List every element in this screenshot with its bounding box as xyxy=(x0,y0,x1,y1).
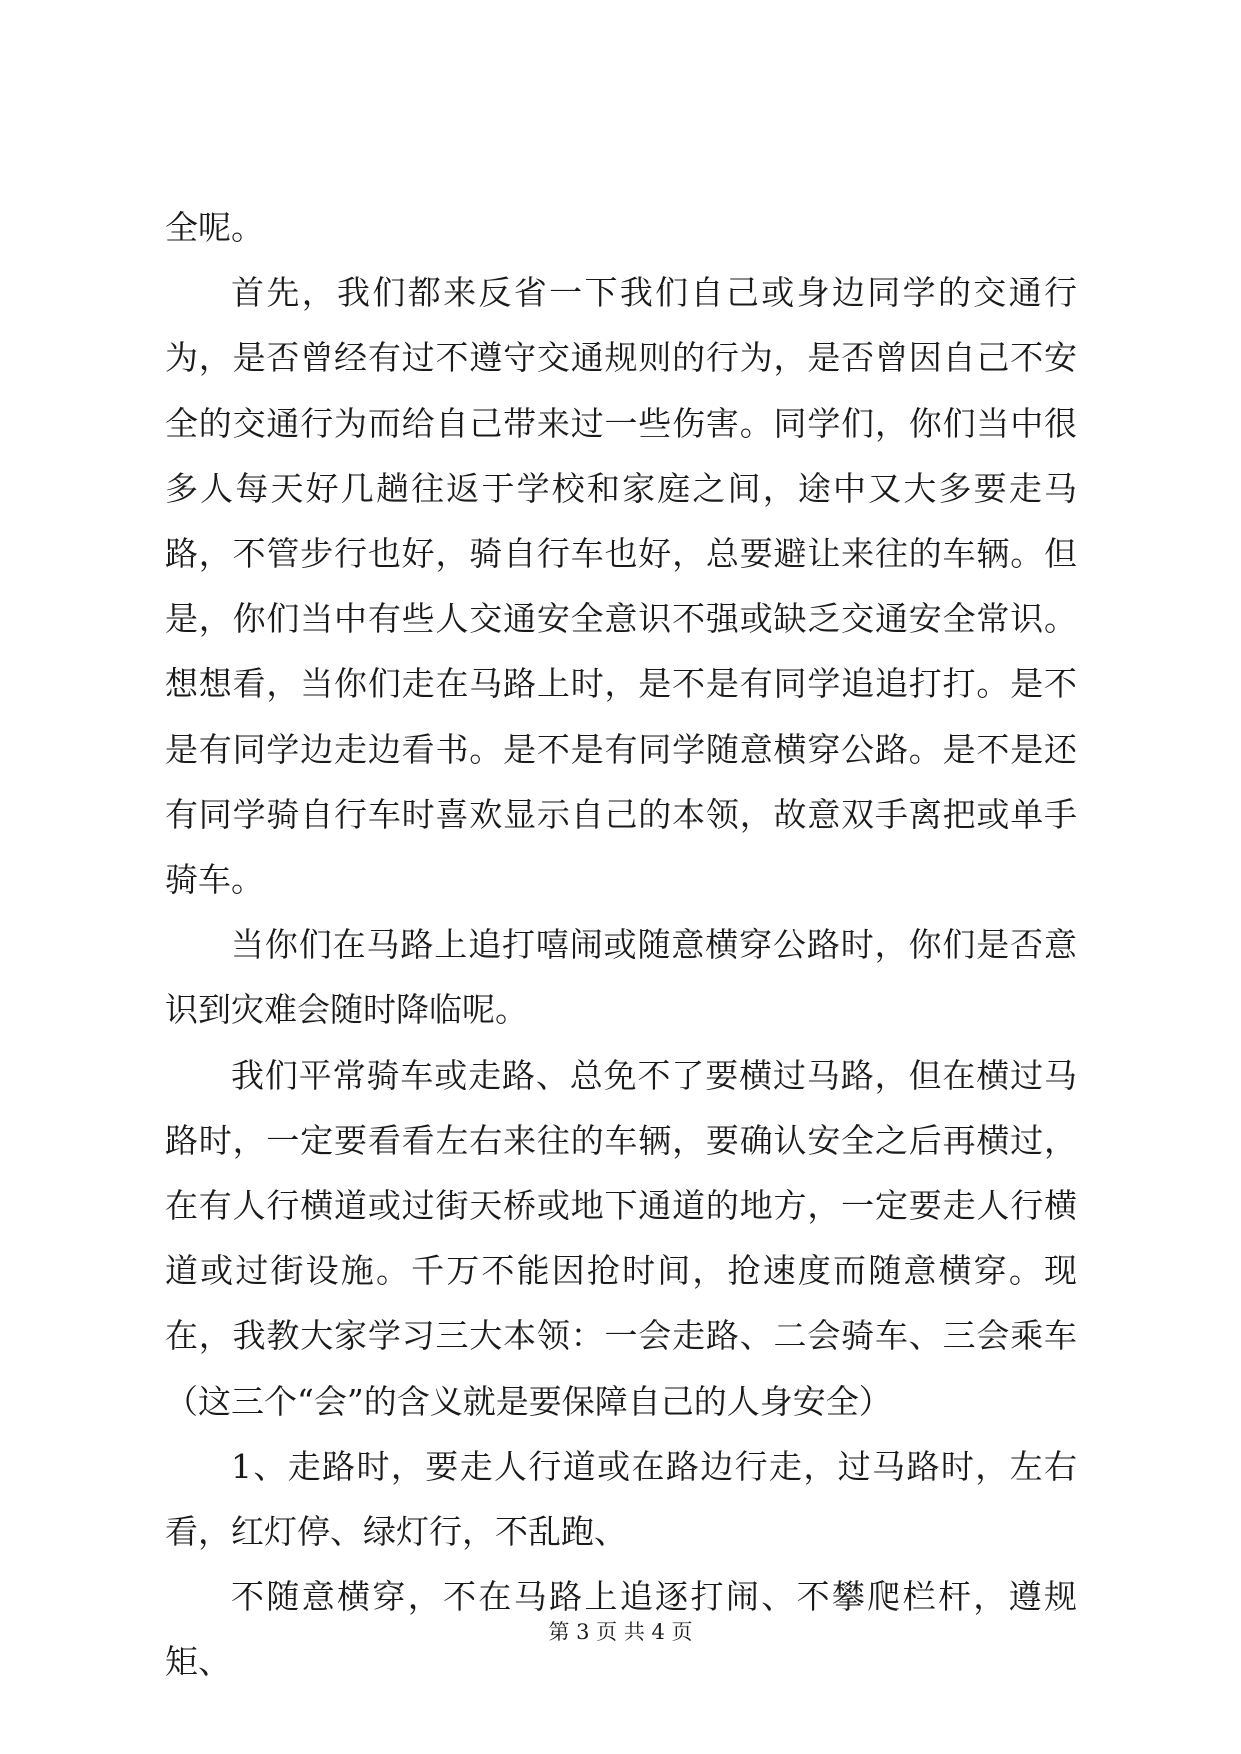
paragraph-1: 全呢。 xyxy=(165,208,264,247)
paragraph-3: 当你们在马路上追打嘻闹或随意横穿公路时，你们是否意识到灾难会随时降临呢。 xyxy=(165,925,1077,1030)
paragraph-5: 1、走路时，要走人行道或在路边行走，过马路时，左右看，红灯停、绿灯行，不乱跑、 xyxy=(165,1446,1077,1552)
paragraph-4: 我们平常骑车或走路、总免不了要横过马路，但在横过马路时，一定要看看左右来往的车辆，要确认安全之后再横过，在有人行横道或过街天桥或地下通道的地方，一定要走人行横道或过街设施。千万不能因抢时间，抢速度而随意横穿。现在，我教大家学习三大本领：一会走路、二会骑车、三会乘车（这三个“会”的含义就是要保障自己的人身安全） xyxy=(165,1055,1077,1421)
paragraph-6: 不随意横穿，不在马路上追逐打闹、不攀爬栏杆，遵规矩、 xyxy=(165,1577,1077,1682)
paragraph-2: 首先，我们都来反省一下我们自己或身边同学的交通行为，是否曾经有过不遵守交通规则的行为，是否曾因自己不安全的交通行为而给自己带来过一些伤害。同学们，你们当中很多人每天好几趟往返于学校和家庭之间，途中又大多要走马路，不管步行也好，骑自行车也好，总要避让来往的车辆。但是，你们当中有些人交通安全意识不强或缺乏交通安全常识。想想看，当你们走在马路上时，是不是有同学追追打打。是不是有同学边走边看书。是不是有同学随意横穿公路。是不是还有同学骑自行车时喜欢显示自己的本领，故意双手离把或单手骑车。 xyxy=(165,273,1077,900)
document-body xyxy=(165,195,1077,1695)
page-number-footer: 第 3 页 共 4 页 xyxy=(548,1620,693,1644)
